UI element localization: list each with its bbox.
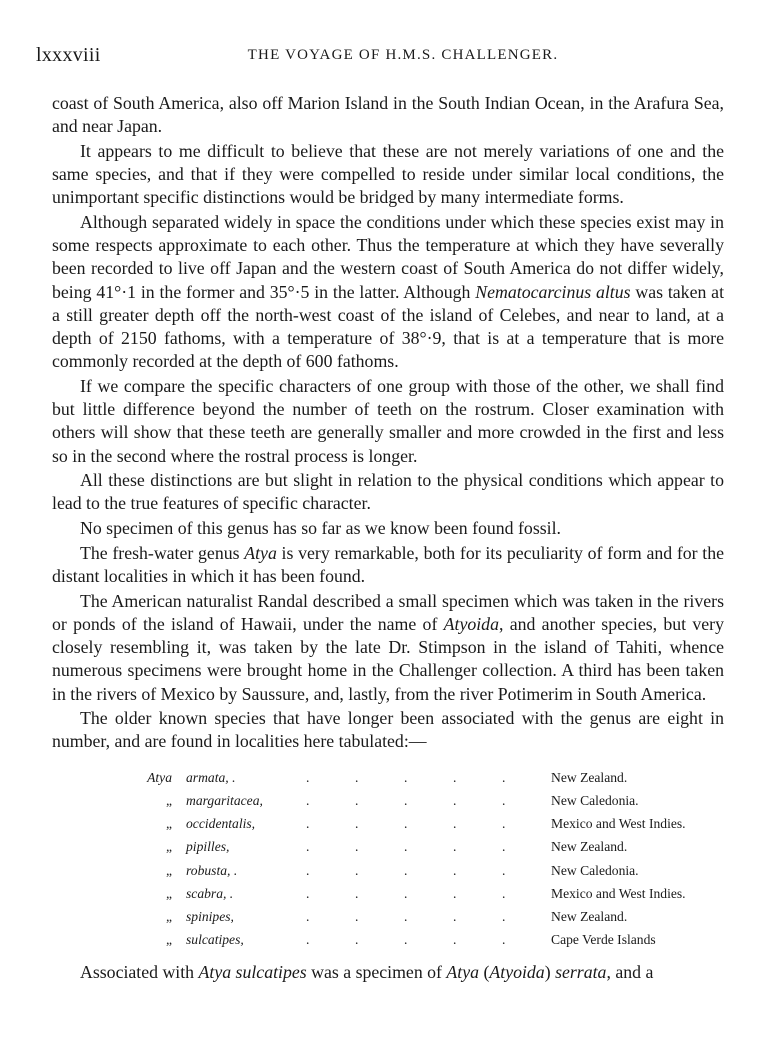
leader-dot: .	[453, 932, 457, 948]
leader-dot: .	[453, 792, 457, 808]
species-cell: spinipes,	[186, 908, 234, 924]
leader-dot: .	[355, 885, 359, 901]
locality-cell: New Caledonia.	[551, 862, 639, 878]
paragraph-10-text-c: was a specimen of	[306, 962, 447, 983]
paragraph-10-text-e: (	[479, 962, 490, 983]
paragraph-10-text-i: , and a	[606, 962, 654, 983]
paragraph-7-text-b: is very remarkable, both for its peculiarity of form and for the distant localities in which it has been found.	[52, 542, 725, 587]
leader-dot: .	[453, 908, 457, 924]
paragraph-3	[52, 211, 724, 373]
leader-dot: .	[453, 885, 457, 901]
locality-cell: Cape Verde Islands	[551, 932, 656, 948]
leader-dots	[306, 835, 551, 858]
subgenus-name-atyoida: Atyoida	[489, 962, 545, 983]
leader-dot: .	[404, 816, 408, 832]
paragraph-8-text-a: The American naturalist Randal described a small specimen which was taken in the rivers or ponds of the island of Hawaii, under the name of	[52, 590, 724, 634]
paragraph-9: The older known species that have longer been associated with the genus are eight in number, and are found in localities here tabulated:—	[52, 708, 724, 752]
species-cell: margaritacea,	[186, 792, 263, 808]
species-name-atya-sulcatipes: Atya sulcatipes	[198, 962, 307, 983]
table-row	[52, 766, 724, 789]
species-locality-table	[52, 766, 724, 952]
locality-cell: New Caledonia.	[551, 792, 639, 808]
species-cell: robusta, .	[186, 862, 238, 878]
leader-dot: .	[453, 816, 457, 832]
leader-dot: .	[502, 932, 506, 948]
leader-dot: .	[453, 769, 457, 785]
paragraph-10	[52, 961, 724, 984]
genus-cell: „	[165, 792, 172, 808]
leader-dot: .	[355, 862, 359, 878]
leader-dot: .	[502, 862, 506, 878]
leader-dot: .	[306, 862, 310, 878]
leader-dots	[306, 812, 551, 835]
genus-cell: „	[165, 908, 172, 924]
paragraph-8	[52, 590, 724, 706]
leader-dot: .	[404, 769, 408, 785]
leader-dot: .	[355, 816, 359, 832]
leader-dot: .	[502, 885, 506, 901]
leader-dots	[306, 905, 551, 928]
paragraph-8-text-b: , and another species, but very closely resembling it, was taken by the late Dr. Stimpson in the island of Tahiti, whence numerous specimens were brought home in the Challenger collection. A third has been taken in the rivers of Mexico by Saussure, and, lastly, from the river Potimerim in South America.	[52, 613, 724, 704]
paragraph-7-text-a: The fresh-water genus	[80, 542, 245, 563]
table-row	[52, 928, 724, 951]
leader-dot: .	[404, 792, 408, 808]
paragraph-6: No specimen of this genus has so far as we know been found fossil.	[80, 518, 561, 539]
leader-dot: .	[404, 885, 408, 901]
table-row	[52, 859, 724, 882]
species-name-nematocarcinus: Nematocarcinus altus	[475, 281, 631, 302]
leader-dot: .	[306, 769, 310, 785]
species-cell: sulcatipes,	[186, 932, 244, 948]
leader-dot: .	[404, 932, 408, 948]
species-cell: armata, .	[186, 769, 236, 785]
leader-dot: .	[502, 908, 506, 924]
locality-cell: Mexico and West Indies.	[551, 885, 686, 901]
locality-cell: Mexico and West Indies.	[551, 816, 686, 832]
leader-dot: .	[306, 839, 310, 855]
leader-dot: .	[355, 932, 359, 948]
genus-cell: Atya	[147, 769, 172, 785]
page-header	[36, 44, 724, 70]
leader-dot: .	[502, 839, 506, 855]
leader-dots	[306, 766, 551, 789]
species-epithet-serrata: serrata	[555, 962, 607, 983]
paragraph-1: coast of South America, also off Marion Island in the South Indian Ocean, in the Arafura Sea, and near Japan.	[52, 93, 724, 137]
paragraph-7	[52, 542, 724, 588]
species-cell: pipilles,	[186, 839, 230, 855]
paragraph-10-text-g: )	[544, 962, 556, 983]
locality-cell: New Zealand.	[551, 839, 628, 855]
leader-dot: .	[404, 862, 408, 878]
locality-cell: New Zealand.	[551, 908, 628, 924]
paragraph-3-text-b: was taken at a still greater depth off the north-west coast of the island of Celebes, and near to land, at a depth of 2150 fathoms, with a temperature of 38°·9, that is at a temperature that is more commonly recorded at the depth of 600 fathoms.	[52, 281, 725, 372]
leader-dot: .	[404, 908, 408, 924]
leader-dot: .	[404, 839, 408, 855]
species-cell: occidentalis,	[186, 816, 256, 832]
leader-dot: .	[306, 908, 310, 924]
table-row	[52, 882, 724, 905]
table-row	[52, 905, 724, 928]
leader-dots	[306, 859, 551, 882]
page-number: lxxxviii	[36, 44, 101, 66]
leader-dot: .	[306, 885, 310, 901]
leader-dot: .	[453, 839, 457, 855]
species-cell: scabra, .	[186, 885, 234, 901]
leader-dot: .	[355, 908, 359, 924]
leader-dots	[306, 789, 551, 812]
locality-cell: New Zealand.	[551, 769, 628, 785]
paragraph-10-text-a: Associated with	[80, 962, 199, 983]
table-row	[52, 789, 724, 812]
body-text	[52, 92, 724, 985]
paragraph-5: All these distinctions are but slight in relation to the physical conditions which appear to lead to the true features of specific character.	[52, 470, 724, 514]
leader-dot: .	[502, 792, 506, 808]
genus-cell: „	[165, 862, 172, 878]
leader-dot: .	[355, 839, 359, 855]
genus-cell: „	[165, 816, 172, 832]
leader-dot: .	[306, 792, 310, 808]
genus-name-atyoida: Atyoida	[443, 613, 499, 634]
leader-dot: .	[355, 769, 359, 785]
leader-dot: .	[306, 932, 310, 948]
leader-dots	[306, 928, 551, 951]
genus-name-atya-2: Atya	[446, 962, 480, 983]
running-title: THE VOYAGE OF H.M.S. CHALLENGER.	[247, 47, 559, 63]
leader-dot: .	[502, 816, 506, 832]
genus-cell: „	[165, 932, 172, 948]
paragraph-3-text-a: Although separated widely in space the conditions under which these species exist may in some respects approximate to each other. Thus the temperature at which they have severally been recorded to live off Japan and the western coast of South America do not differ widely, being 41°·1 in the former and 35°·5 in the latter. Although	[52, 212, 724, 302]
leader-dot: .	[306, 816, 310, 832]
leader-dot: .	[453, 862, 457, 878]
paragraph-4: If we compare the specific characters of one group with those of the other, we shall find but little difference beyond the number of teeth on the rostrum. Closer examination with others will show that these teeth are generally smaller and more crowded in the first and less so in the second where the rostral process is longer.	[52, 375, 724, 466]
paragraph-2: It appears to me difficult to believe that these are not merely variations of one and the same species, and that if they were compelled to reside under similar local conditions, the unimportant specific distinctions would be bridged by many intermediate forms.	[52, 140, 724, 208]
genus-name-atya: Atya	[244, 542, 277, 563]
table-row	[52, 812, 724, 835]
genus-cell: „	[165, 885, 172, 901]
leader-dot: .	[502, 769, 506, 785]
genus-cell: „	[165, 839, 172, 855]
leader-dot: .	[355, 792, 359, 808]
leader-dots	[306, 882, 551, 905]
table-row	[52, 835, 724, 858]
